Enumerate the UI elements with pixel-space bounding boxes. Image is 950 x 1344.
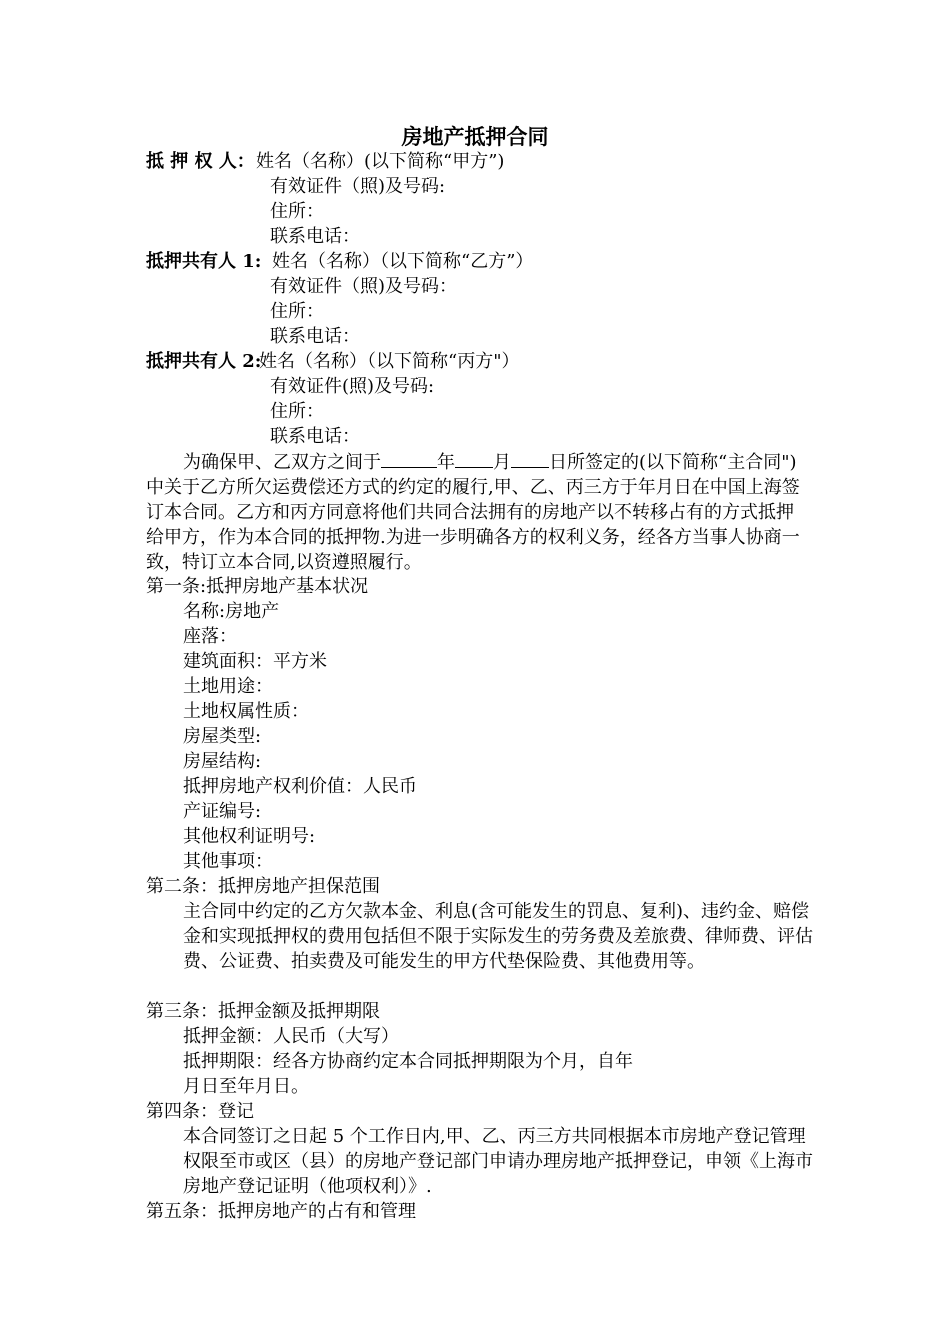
mortgage-period-line-2: 月日至年月日。: [183, 1076, 309, 1097]
co-owner-1-address: 住所：: [270, 301, 324, 322]
mortgage-amount: 抵押金额：人民币（大写）: [183, 1026, 399, 1047]
co-owner-2-address: 住所：: [270, 401, 324, 422]
co-owner-1-label: 抵押共有人 1:: [146, 251, 262, 272]
article-1-item: 抵押房地产权利价值：人民币: [183, 776, 417, 797]
mortgagee-phone: 联系电话：: [270, 226, 360, 247]
mortgage-period-line-1: 抵押期限：经各方协商约定本合同抵押期限为个月，自年: [183, 1051, 633, 1072]
co-owner-1-name: 姓名（名称）（以下简称“乙方”）: [272, 251, 534, 272]
co-owner-2-label: 抵押共有人 2:: [146, 351, 262, 372]
co-owner-2-id: 有效证件(照)及号码:: [270, 376, 435, 397]
article-4-heading: 第四条：登记: [146, 1101, 254, 1122]
mortgagee-address: 住所：: [270, 201, 324, 222]
co-owner-1-phone: 联系电话：: [270, 326, 360, 347]
article-1-item: 土地用途：: [183, 676, 273, 697]
preamble-year: 年: [437, 452, 455, 473]
article-1-item: 名称:房地产: [183, 601, 280, 622]
co-owner-2-phone: 联系电话：: [270, 426, 360, 447]
article-5-heading: 第五条：抵押房地产的占有和管理: [146, 1201, 416, 1222]
year-blank: [381, 449, 437, 468]
mortgagee-id: 有效证件（照)及号码:: [270, 176, 446, 197]
preamble-paragraph: [146, 449, 810, 575]
document-title: 房地产抵押合同: [401, 124, 549, 149]
article-1-item: 其他事项：: [183, 851, 273, 872]
article-1-item: 建筑面积：平方米: [183, 651, 327, 672]
article-1-item: 产证编号:: [183, 801, 262, 822]
article-1-item: 土地权属性质：: [183, 701, 309, 722]
co-owner-1-id: 有效证件（照)及号码：: [270, 276, 458, 297]
preamble-month: 月: [493, 452, 511, 473]
preamble-text-2: 日所签定的(以下简称“主合同")中关于乙方所欠运费偿还方式的约定的履行,甲、乙、丙三方于年月日在中国上海签订本合同。乙方和丙方同意将他们共同合法拥有的房地产以不转移占有的方式抵押给甲方，作为本合同的抵押物.为进一步明确各方的权利义务，经各方当事人协商一致，特订立本合同,以资遵照履行。: [146, 452, 800, 573]
article-1-item: 其他权利证明号:: [183, 826, 316, 847]
co-owner-2-name: 姓名（名称）（以下简称“丙方"）: [259, 351, 520, 372]
article-1-item: 房屋结构:: [183, 751, 262, 772]
article-1-item: 房屋类型:: [183, 726, 262, 747]
mortgagee-name: 姓名（名称）(以下简称“甲方”): [256, 151, 505, 172]
article-1-heading: 第一条:抵押房地产基本状况: [146, 576, 369, 597]
article-2-heading: 第二条：抵押房地产担保范围: [146, 876, 380, 897]
mortgagee-label: 抵 押 权 人：: [146, 151, 255, 172]
article-1-item: 座落：: [183, 626, 237, 647]
month-blank: [455, 449, 493, 468]
article-3-heading: 第三条：抵押金额及抵押期限: [146, 1001, 380, 1022]
preamble-text-1: 为确保甲、乙双方之间于: [183, 452, 381, 473]
article-2-body: 主合同中约定的乙方欠款本金、利息(含可能发生的罚息、复利)、违约金、赔偿金和实现抵押权的费用包括但不限于实际发生的劳务费及差旅费、律师费、评估费、公证费、拍卖费及可能发生的甲方代垫保险费、其他费用等。: [183, 901, 813, 972]
day-blank: [511, 449, 549, 468]
article-4-body: 本合同签订之日起 5 个工作日内,甲、乙、丙三方共同根据本市房地产登记管理权限至市或区（县）的房地产登记部门申请办理房地产抵押登记，申领《上海市房地产登记证明（他项权利）》.: [183, 1126, 813, 1197]
